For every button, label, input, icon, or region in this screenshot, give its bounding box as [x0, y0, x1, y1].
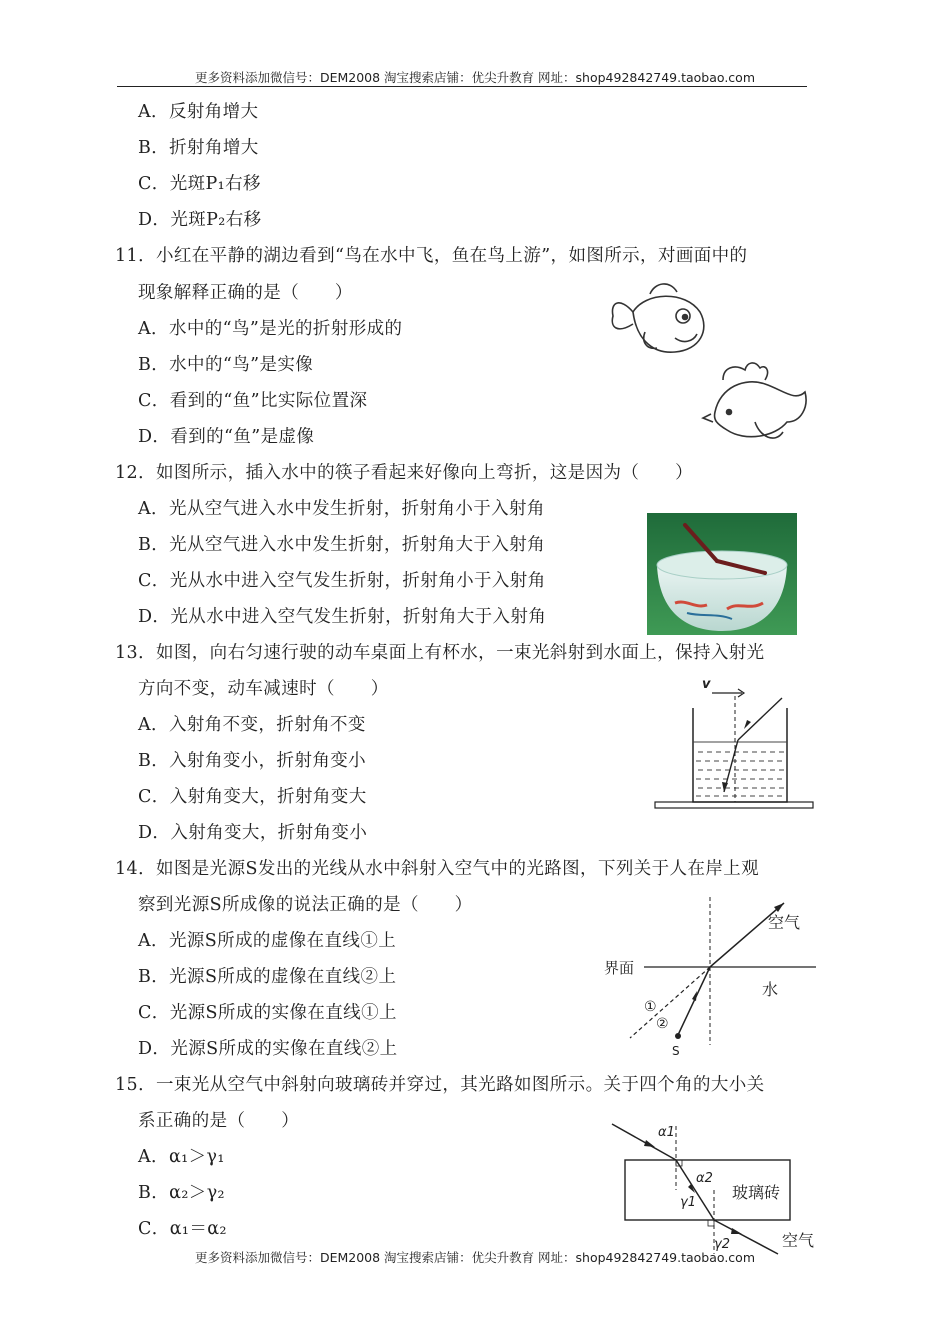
q13-stem-line2: 方向不变，动车减速时（ ） — [138, 679, 389, 699]
q11-stem-line1: 11．小红在平静的湖边看到“鸟在水中飞，鱼在鸟上游”，如图所示，对画面中的 — [115, 246, 748, 266]
q12-option-d: D．光从水中进入空气发生折射，折射角大于入射角 — [138, 607, 547, 627]
glass-label: 玻璃砖 — [732, 1183, 781, 1202]
q11-option-d: D．看到的“鱼”是虚像 — [138, 427, 315, 447]
fish-icon — [612, 284, 704, 352]
air-label: 空气 — [782, 1231, 815, 1250]
q13-option-d: D．入射角变大，折射角变小 — [138, 823, 368, 843]
water — [693, 742, 787, 796]
q11-stem-line2: 现象解释正确的是（ ） — [138, 283, 353, 303]
angle-gamma2-label: γ2 — [714, 1237, 730, 1252]
q15-stem-line2: 系正确的是（ ） — [138, 1111, 300, 1131]
q11-fish-bird-figure — [605, 272, 815, 467]
water-label: 水 — [762, 980, 779, 999]
light-source-dot — [675, 1033, 681, 1039]
q12-bowl-chopstick-photo — [647, 513, 797, 635]
q14-option-b: B．光源S所成的虚像在直线②上 — [138, 967, 397, 987]
q11-option-a: A．水中的“鸟”是光的折射形成的 — [138, 319, 403, 339]
incident-ray — [738, 698, 782, 740]
q12-stem: 12．如图所示，插入水中的筷子看起来好像向上弯折，这是因为（ ） — [115, 463, 693, 483]
q14-stem-line1: 14．如图是光源S发出的光线从水中斜射入空气中的光路图，下列关于人在岸上观 — [115, 859, 760, 879]
q10-option-a: A．反射角增大 — [138, 102, 259, 122]
q10-option-b: B．折射角增大 — [138, 138, 259, 158]
angle-gamma1-label: γ1 — [680, 1195, 696, 1210]
bird-icon — [703, 363, 806, 438]
page-header: 更多资料添加微信号：DEM2008 淘宝搜索店铺：优尖升教育 网址：shop492842749.taobao.com — [194, 70, 756, 85]
incident-ray-line-2 — [678, 967, 710, 1035]
q14-refraction-figure — [598, 895, 820, 1060]
q15-option-c: C．α₁＝α₂ — [138, 1219, 227, 1239]
q11-option-b: B．水中的“鸟”是实像 — [138, 355, 314, 375]
q15-option-a: A．α₁＞γ₁ — [138, 1147, 225, 1167]
refracted-ray — [710, 903, 784, 967]
line-1-label: ① — [644, 999, 657, 1015]
q15-option-b: B．α₂＞γ₂ — [138, 1183, 225, 1203]
q14-option-d: D．光源S所成的实像在直线②上 — [138, 1039, 398, 1059]
header-rule — [117, 86, 807, 87]
angle-alpha1-label: α1 — [658, 1125, 675, 1140]
q11-option-c: C．看到的“鱼”比实际位置深 — [138, 391, 368, 411]
q14-option-a: A．光源S所成的虚像在直线①上 — [138, 931, 397, 951]
q14-stem-line2: 察到光源S所成像的说法正确的是（ ） — [138, 895, 473, 915]
interface-label: 界面 — [604, 959, 635, 977]
ray-in-glass — [676, 1160, 714, 1220]
page-footer: 更多资料添加微信号：DEM2008 淘宝搜索店铺：优尖升教育 网址：shop492842749.taobao.com — [194, 1250, 756, 1265]
q14-option-c: C．光源S所成的实像在直线①上 — [138, 1003, 397, 1023]
q13-option-c: C．入射角变大，折射角变大 — [138, 787, 367, 807]
q15-stem-line1: 15．一束光从空气中斜射向玻璃砖并穿过，其光路如图所示。关于四个角的大小关 — [115, 1075, 765, 1095]
line-1-extension — [630, 967, 710, 1038]
q13-option-b: B．入射角变小，折射角变小 — [138, 751, 367, 771]
q10-option-d: D．光斑P₂右移 — [138, 210, 262, 230]
q12-option-b: B．光从空气进入水中发生折射，折射角大于入射角 — [138, 535, 546, 555]
table-top — [655, 802, 813, 808]
q12-option-c: C．光从水中进入空气发生折射，折射角小于入射角 — [138, 571, 546, 591]
q15-glass-brick-figure — [610, 1114, 822, 1256]
velocity-label: v — [702, 677, 711, 692]
q13-stem-line1: 13．如图，向右匀速行驶的动车桌面上有杯水，一束光斜射到水面上，保持入射光 — [115, 643, 765, 663]
air-label: 空气 — [768, 913, 801, 932]
source-label: S — [672, 1044, 680, 1058]
angle-alpha2-label: α2 — [696, 1171, 713, 1186]
q10-option-c: C．光斑P₁右移 — [138, 174, 261, 194]
q12-option-a: A．光从空气进入水中发生折射，折射角小于入射角 — [138, 499, 545, 519]
line-2-label: ② — [656, 1016, 669, 1032]
q13-option-a: A．入射角不变，折射角不变 — [138, 715, 366, 735]
q13-cup-figure — [650, 672, 820, 812]
